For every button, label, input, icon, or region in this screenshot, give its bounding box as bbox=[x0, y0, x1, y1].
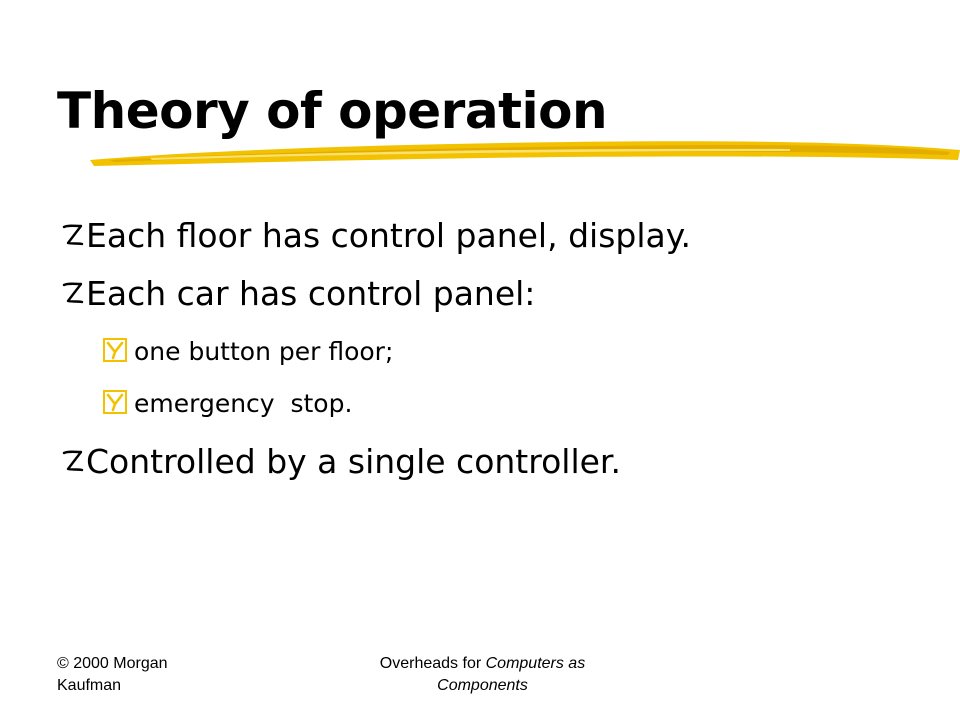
sub-bullet-item bbox=[103, 334, 393, 370]
bullet-text: Each car has control panel: bbox=[86, 274, 536, 313]
y-bullet-icon bbox=[103, 390, 128, 414]
title-underline-brushstroke bbox=[90, 130, 960, 174]
sub-bullet-text: emergency stop. bbox=[134, 389, 353, 418]
y-bullet-icon bbox=[103, 338, 128, 362]
footer-overheads-credit bbox=[330, 653, 635, 697]
bullet-item bbox=[62, 214, 691, 258]
z-bullet-icon bbox=[62, 281, 84, 305]
footer-copyright bbox=[57, 653, 257, 697]
z-bullet-icon bbox=[62, 223, 84, 247]
sub-bullet-item bbox=[103, 386, 352, 422]
footer-book-title-part1: Computers as bbox=[485, 655, 586, 672]
footer-copyright-line2: Kaufman bbox=[57, 677, 122, 694]
footer-book-title-part2: Components bbox=[437, 677, 528, 694]
bullet-item bbox=[62, 272, 535, 316]
sub-bullet-text: one button per floor; bbox=[134, 337, 394, 366]
footer-copyright-line1: © 2000 Morgan bbox=[57, 655, 168, 672]
z-bullet-icon bbox=[62, 449, 84, 473]
slide-title: Theory of operation bbox=[57, 82, 608, 140]
bullet-text: Controlled by a single controller. bbox=[86, 442, 621, 481]
bullet-text: Each floor has control panel, display. bbox=[86, 216, 692, 255]
bullet-item bbox=[62, 440, 621, 484]
footer-overheads-prefix: Overheads for bbox=[379, 655, 486, 672]
